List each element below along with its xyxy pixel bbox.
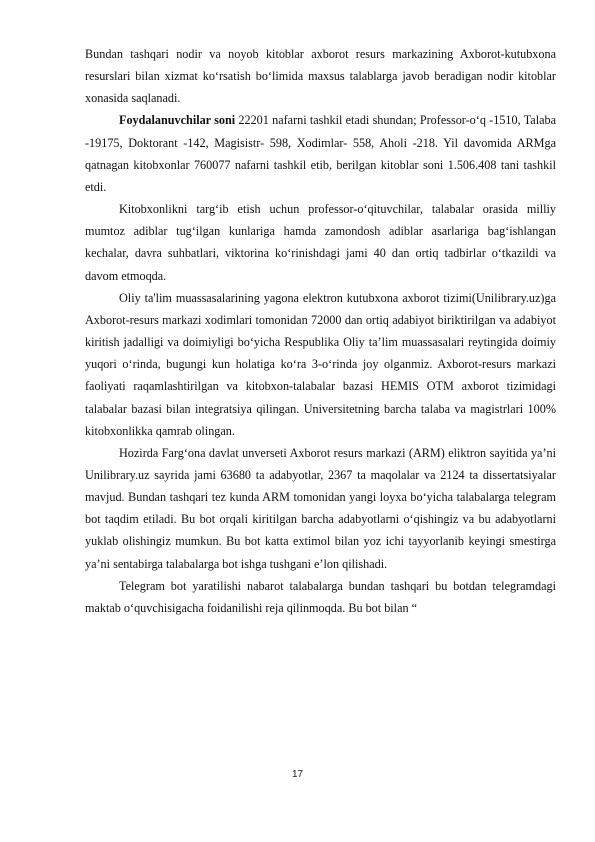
paragraph-text: 22201 nafarni tashkil etadi shundan; Professor-o‘q -1510, Talaba -19175, Doktorant -142, Magisistr- 598, Xodimlar- 558, Aholi -218. Yil davomida ARMga qatnagan kitobxonlar 760077 nafarni tashkil etib, berilgan kitoblar soni 1.506.408 tani tashkil etdi. — [85, 113, 556, 194]
paragraph-text: Bundan tashqari nodir va noyob kitoblar axborot resurs markazining Axborot-kutubxona resurslari bilan xizmat ko‘rsatish bo‘limida maxsus talablarga javob beradigan nodir kitoblar xonasida saqlanadi. — [85, 47, 556, 106]
body-text — [85, 43, 556, 619]
paragraph-telegram-bot — [85, 575, 556, 619]
paragraph-text: Telegram bot yaratilishi nabarot talabalarga bundan tashqari bu botdan telegramdagi maktab o‘quvchisigacha foidanilishi reja qilinmoqda. Bu bot bilan “ — [85, 578, 556, 615]
paragraph-rare-books — [85, 43, 556, 109]
paragraph-reading-promotion — [85, 198, 556, 287]
paragraph-text: Oliy ta'lim muassasalarining yagona elektron kutubxona axborot tizimi(Unilibrary.uz)ga Axborot-resurs markazi xodimlari tomonidan 72000 dan ortiq adabiyot biriktirilgan va adabiyot kiritish jadalligi va doimiyligi bo‘yicha Respublika Oliy ta’lim muassasalari reytingida doimiy yuqori o‘rinda, bugungi kun holatiga ko‘ra 3-o‘rinda joy olganmiz. Axborot-resurs markazi faoliyati raqamlashtirilgan va kitobxon-talabalar bazasi HEMIS OTM axborot tizimidagi talabalar bazasi bilan integratsiya qilingan. Universitetning barcha talaba va magistrlari 100% kitobxonlikka qamrab olingan. — [85, 290, 556, 438]
paragraph-electronic-library — [85, 287, 556, 442]
paragraph-text: Hozirda Farg‘ona davlat unverseti Axborot resurs markazi (ARM) eliktron sayitida ya’ni Unilibrary.uz sayrida jami 63680 ta adabyotlar, 2367 ta maqolalar va 2124 ta dissertatsiyalar mavjud. Bundan tashqari tez kunda ARM tomonidan yangi loyxa bo‘yicha talabalarga telegram bot taqdim etiladi. Bu bot orqali kiritilgan barcha adabyotlarni o‘qishingiz va bu adabyotlarni yuklab olishingiz mumkun. Bu bot katta extimol bilan yoz ichi tayyorlanib keyingi smestirga ya’ni sentabirga talabalarga bot ishga tushgani e’lon qilishadi. — [85, 445, 556, 571]
paragraph-users-count — [85, 109, 556, 198]
paragraph-arm-website — [85, 442, 556, 575]
paragraph-text: Kitobxonlikni targ‘ib etish uchun professor-o‘qituvchilar, talabalar orasida milliy mumtoz adiblar tug‘ilgan kunlariga hamda zamondosh adiblar asarlariga bag‘ishlangan kechalar, davra suhbatlari, viktorina ko‘rinishdagi jami 40 dan ortiq tadbirlar o‘tkazildi va davom etmoqda. — [85, 202, 556, 283]
paragraph-bold-lead: Foydalanuvchilar soni — [119, 113, 236, 128]
page-number: 17 — [291, 769, 304, 780]
